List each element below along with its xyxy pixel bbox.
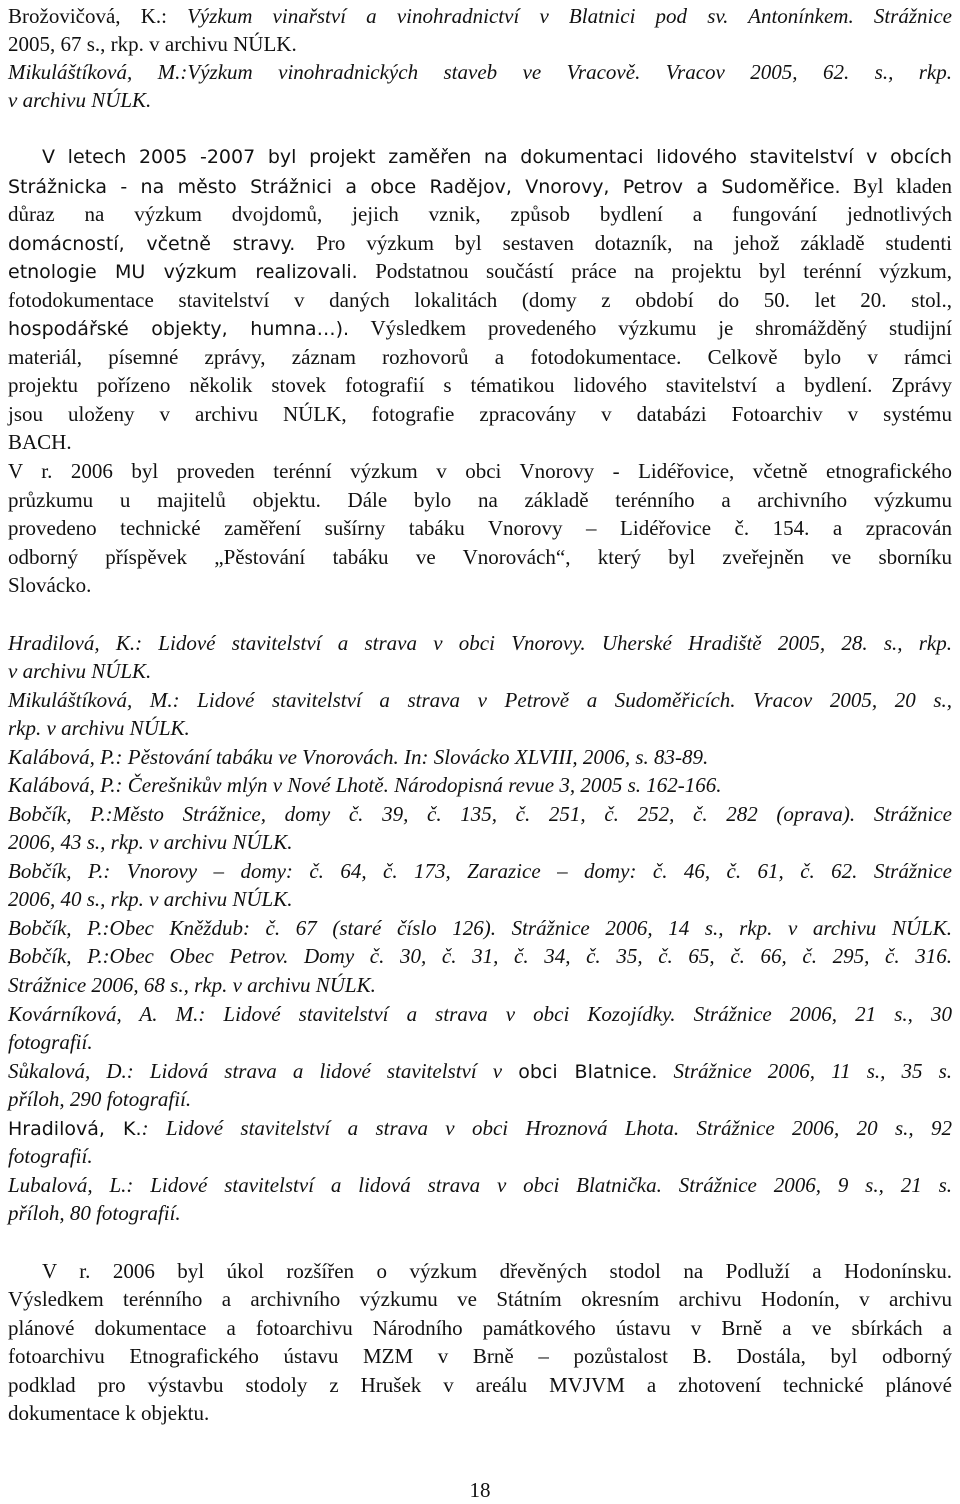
page-number: 18 (469, 1478, 491, 1502)
reference-line: Kalábová, P.: Pěstování tabáku ve Vnorovách. In: Slovácko XLVIII, 2006, s. 83-89. (8, 745, 709, 769)
paragraph-line: plánové dokumentace a fotoarchivu Národního památkového ústavu v Brně a ve sbírkách a (8, 1316, 952, 1340)
paragraph-span: V r. (8, 459, 53, 483)
reference-span: : Lidové stavitelství a strava v obci Hroznová Lhota. Strážnice 2006, 20 s., 92 (141, 1116, 952, 1140)
reference-line: Kalábová, P.: Čerešnikův mlýn v Nové Lhotě. Národopisná revue 3, 2005 s. 162-166. (8, 773, 722, 797)
top-ref-line: Mikuláštíková, M.:Výzkum vinohradnických staveb ve Vracově. Vracov 2005, 62. s., rkp. (8, 60, 952, 84)
paragraph-line (8, 257, 952, 286)
top-ref-line: v archivu NÚLK. (8, 88, 152, 112)
reference-line: Strážnice 2006, 68 s., rkp. v archivu NÚLK. (8, 973, 376, 997)
reference-line: fotografií. (8, 1144, 93, 1168)
reference-line: rkp. v archivu NÚLK. (8, 716, 190, 740)
paragraph-line: materiál, písemné zprávy, záznam rozhovorů a fotodokumentace. Celkově bylo v rámci (8, 345, 952, 369)
paragraph-line: fotodokumentace stavitelství v daných lokalitách (domy z období do 50. let 20. stol., (8, 288, 952, 312)
reference-line: Bobčík, P.:Město Strážnice, domy č. 39, č. 135, č. 251, č. 252, č. 282 (oprava). Strážnice (8, 802, 952, 826)
top-ref-line: 2005, 67 s., rkp. v archivu NÚLK. (8, 32, 297, 56)
paragraph-span: Pro výzkum byl sestaven dotazník, na jehož základě studenti (295, 231, 952, 255)
paragraph-span: Výsledkem provedeného výzkumu je shromážděný studijní (349, 316, 952, 340)
reference-span: Strážnice 2006, 11 s., 35 s. (657, 1059, 952, 1083)
paragraph-line (8, 229, 952, 258)
paragraph-line (8, 314, 952, 343)
reference-line: Kovárníková, A. M.: Lidové stavitelství a strava v obci Kozojídky. Strážnice 2006, 21 s., 30 (8, 1002, 952, 1026)
paragraph-line (8, 172, 952, 201)
paragraph-line (8, 457, 952, 485)
ref-author: Brožovičová, K.: (8, 4, 188, 28)
paragraph-line: provedeno technické zaměření sušírny tabáku Vnorovy – Lidéřovice č. 154. a zpracován (8, 516, 952, 540)
paragraph-line: fotoarchivu Etnografického ústavu MZM v Brně – pozůstalost B. Dostála, byl odborný (8, 1344, 952, 1368)
paragraph-line: projektu pořízeno několik stovek fotografií s tématikou lidového stavitelství a bydlení. Zprávy (8, 373, 952, 397)
reference-line: příloh, 290 fotografií. (8, 1087, 192, 1111)
reference-line: fotografií. (8, 1030, 93, 1054)
paragraph-span: hospodářské objekty, humna…). (8, 318, 350, 340)
reference-line: v archivu NÚLK. (8, 659, 152, 683)
reference-span: Sůkalová, D.: Lidová strava a lidové stavitelství v (8, 1059, 519, 1083)
paragraph-line: odborný příspěvek „Pěstování tabáku ve Vnorovách“, který byl zveřejněn ve sborníku (8, 545, 952, 569)
reference-line (8, 1057, 952, 1086)
reference-span: Hradilová, K. (8, 1118, 142, 1140)
reference-span: obci Blatnice. (518, 1061, 658, 1083)
reference-line (8, 1114, 952, 1143)
paragraph-line: jsou uloženy v archivu NÚLK, fotografie zpracovány v databázi Fotoarchiv v systému (8, 402, 952, 426)
reference-line: Hradilová, K.: Lidové stavitelství a strava v obci Vnorovy. Uherské Hradiště 2005, 28. s., rkp. (8, 631, 952, 655)
reference-line: Mikuláštíková, M.: Lidové stavitelství a strava v Petrově a Sudoměřicích. Vracov 2005, 20 s., (8, 688, 952, 712)
paragraph-span: Strážnicka - na město Strážnici a obce Radějov, Vnorovy, Petrov a Sudoměřice. (8, 176, 841, 198)
reference-line: Bobčík, P.:Obec Obec Petrov. Domy č. 30, č. 31, č. 34, č. 35, č. 65, č. 66, č. 295, č. 316. (8, 944, 952, 968)
paragraph-line (8, 486, 952, 514)
paragraph-span: Podstatnou součástí práce na projektu byl terénní výzkum, (357, 259, 952, 283)
reference-line: Bobčík, P.: Vnorovy – domy: č. 64, č. 173, Zarazice – domy: č. 46, č. 61, č. 62. Strážnice (8, 859, 952, 883)
paragraph-line: V r. 2006 byl úkol rozšířen o výzkum dřevěných stodol na Podluží a Hodonínsku. (42, 1259, 952, 1283)
paragraph-line: V letech 2005 -2007 byl projekt zaměřen na dokumentaci lidového stavitelství v obcích (42, 146, 952, 168)
top-ref-line (8, 2, 952, 30)
reference-line: Lubalová, L.: Lidové stavitelství a lidová strava v obci Blatnička. Strážnice 2006, 9 s., 21 s. (8, 1173, 952, 1197)
paragraph-line: důraz na výzkum dvojdomů, jejich vznik, způsob bydlení a fungování jednotlivých (8, 202, 952, 226)
reference-line: 2006, 40 s., rkp. v archivu NÚLK. (8, 887, 293, 911)
paragraph-span: etnologie MU výzkum realizovali. (8, 261, 358, 283)
paragraph-line: Slovácko. (8, 573, 92, 597)
reference-line: 2006, 43 s., rkp. v archivu NÚLK. (8, 830, 293, 854)
paragraph-span: průzkumu u majitelů objektu. (8, 488, 321, 512)
paragraph-span: 2006 byl proveden terénní výzkum v obci Vnorovy - Lidéřovice, včetně etnografického (52, 459, 952, 483)
paragraph-span: Dále bylo na základě terénního a archivního výzkumu (320, 488, 953, 512)
reference-line: Bobčík, P.:Obec Kněždub: č. 67 (staré číslo 126). Strážnice 2006, 14 s., rkp. v archivu NÚLK. (8, 916, 952, 940)
paragraph-line: BACH. (8, 430, 72, 454)
paragraph-line: dokumentace k objektu. (8, 1401, 210, 1425)
paragraph-span: domácností, včetně stravy. (8, 233, 296, 255)
ref-title: Výzkum vinařství a vinohradnictví v Blatnici pod sv. Antonínkem. Strážnice (187, 4, 953, 28)
paragraph-line: Výsledkem terénního a archivního výzkumu ve Státním okresním archivu Hodonín, v archivu (8, 1287, 952, 1311)
paragraph-span: Byl kladen (840, 174, 952, 198)
reference-line: příloh, 80 fotografií. (8, 1201, 181, 1225)
paragraph-line: podklad pro výstavbu stodoly z Hrušek v areálu MVJVM a zhotovení technické plánové (8, 1373, 952, 1397)
